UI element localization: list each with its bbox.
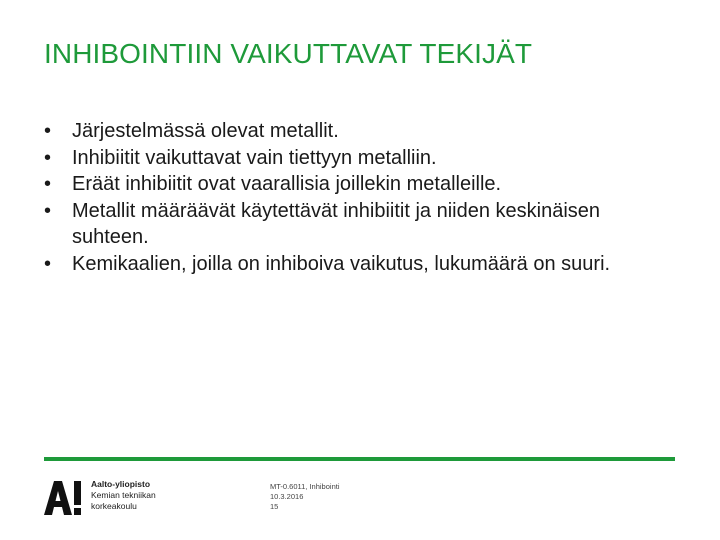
bullet-text: Inhibiitit vaikuttavat vain tiettyyn metalliin. <box>72 146 437 169</box>
bullet-dot: • <box>44 199 52 222</box>
footer-date: 10.3.2016 <box>270 492 304 501</box>
logo-text <box>91 479 156 512</box>
aalto-logo-mark-icon <box>44 481 82 515</box>
bullet-text: Kemikaalien, joilla on inhiboiva vaikutus, lukumäärä on suuri. <box>72 252 611 275</box>
footer-page-number: 15 <box>270 502 279 511</box>
bullet-list <box>44 118 674 277</box>
bullet-text: Järjestelmässä olevat metallit. <box>72 120 339 142</box>
bullet-dot: • <box>44 173 52 195</box>
footer-divider <box>44 457 675 461</box>
footer-course: MT-0.6011, Inhibointi <box>270 482 340 491</box>
bullet-dot: • <box>44 120 52 142</box>
logo-line-3: korkeakoulu <box>91 501 137 511</box>
bullet-text: Metallit määräävät käytettävät inhibiitit ja niiden keskinäisen suhteen. <box>72 199 601 248</box>
footer-info <box>270 482 340 512</box>
bullet-item <box>44 118 674 145</box>
aalto-logo <box>44 478 194 518</box>
bullet-dot: • <box>44 252 52 275</box>
logo-line-1: Aalto-yliopisto <box>91 479 151 489</box>
bullet-item <box>44 251 674 278</box>
bullet-item <box>44 198 674 251</box>
bullet-dot: • <box>44 146 52 169</box>
bullet-item <box>44 145 674 172</box>
logo-line-2: Kemian tekniikan <box>91 490 156 500</box>
bullet-text: Eräät inhibiitit ovat vaarallisia joillekin metalleille. <box>72 173 502 195</box>
bullet-item <box>44 171 674 198</box>
slide-title: INHIBOINTIIN VAIKUTTAVAT TEKIJÄT <box>44 38 533 69</box>
